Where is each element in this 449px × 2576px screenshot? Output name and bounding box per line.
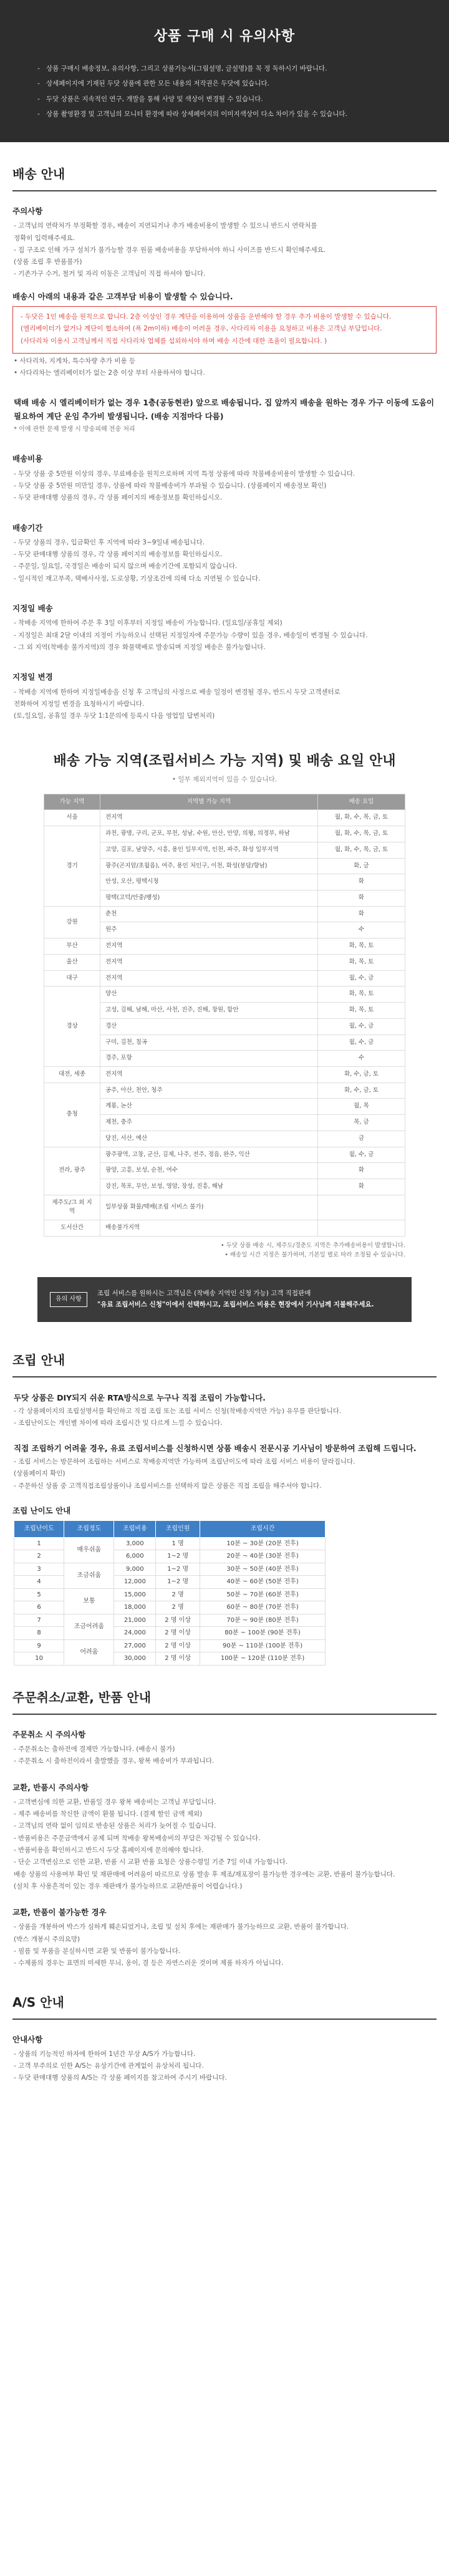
- as-item: - 상품의 기능적인 하자에 한하여 1년간 무상 A/S가 가능합니다.: [14, 2050, 196, 2058]
- region-zone: 경기: [44, 826, 100, 907]
- cancel-subtitle: 주문취소 시 주의사항: [12, 1729, 86, 1739]
- difficulty-row: [14, 1627, 326, 1640]
- returns-section: [0, 1666, 449, 1969]
- region-area: 전지역: [100, 970, 318, 987]
- difficulty-table-body: [14, 1537, 326, 1665]
- region-header-area: 지역별 가능 지역: [100, 794, 318, 810]
- unavailable-item: - 필름 및 부품을 분실하시면 교환 및 반품이 불가능합니다.: [14, 1947, 181, 1955]
- elevator-sub: * 이에 관한 문제 발생 시 방송피해 전송 처리: [14, 425, 135, 433]
- notice-item: - 기존가구 수거, 철거 및 자리 이동은 고객님이 직접 하셔야 합니다.: [14, 270, 206, 278]
- change-item: (토,일요일, 공휴일 경우 두닷 1:1문의에 등록시 다음 영업일 답변처리): [14, 712, 215, 720]
- region-days: 수: [318, 1051, 405, 1067]
- difficulty-grade: 보통: [64, 1588, 114, 1614]
- assembly-intro-item: - 조립난이도는 개인별 차이에 따라 조립시간 및 다르게 느낄 수 있습니다.: [14, 1419, 223, 1427]
- returns-title: 주문취소/교환, 반품 안내: [12, 1666, 437, 1715]
- exchange-item: - 반품비용을 확인하시고 반드시 두닷 홈페이지에 문의해야 합니다.: [14, 1846, 204, 1855]
- region-days: 월, 화, 수, 목, 금, 토: [318, 810, 405, 826]
- difficulty-people: 2 명 이상: [156, 1627, 200, 1640]
- delivery-section: [0, 142, 449, 721]
- difficulty-row: [14, 1601, 326, 1614]
- difficulty-level: 9: [14, 1639, 64, 1652]
- region-days: 수: [318, 922, 405, 938]
- difficulty-level: 2: [14, 1550, 64, 1563]
- region-zone: 제주도/그 외 지역: [44, 1195, 100, 1220]
- region-days: 화: [318, 1163, 405, 1179]
- region-area: 고양, 김포, 남양주, 시흥, 용인 일부지역, 인천, 파주, 화성 일부지역: [100, 842, 318, 858]
- banner-title: 상품 구매 시 유의사항: [153, 29, 296, 44]
- region-row: [44, 906, 405, 922]
- region-days: 화: [318, 890, 405, 907]
- region-notes: [44, 1242, 405, 1260]
- fee-subtitle: 배송비용: [12, 454, 43, 464]
- difficulty-table: [14, 1520, 326, 1666]
- region-row: [44, 954, 405, 970]
- region-area: 춘천: [100, 906, 318, 922]
- as-section: [0, 1971, 449, 2083]
- notice-item: - 집 구조로 인해 가구 설치가 불가능할 경우 원룸 배송비용을 부담하셔야 하니 사이즈를 반드시 확인해주세요.: [14, 246, 326, 254]
- difficulty-level: 5: [14, 1588, 64, 1601]
- difficulty-time: 20분 ~ 40분 (30분 전후): [200, 1550, 326, 1563]
- region-note: • 배송일 시간 지정은 불가하며, 기본일 별로 따라 조정될 수 있습니다.: [224, 1251, 405, 1258]
- fee-item: - 두닷 상품 중 5만원 미만일 경우, 상품에 따라 착불배송비가 부과될 수 있습니다. (상품페이지 배송정보 확인): [14, 482, 327, 490]
- difficulty-header-row: [14, 1521, 326, 1538]
- region-area: 경주, 포항: [100, 1051, 318, 1067]
- exchange-item: - 반품비용은 주문금액에서 공제 되며 착배송 왕복배송비의 부담은 차감될 수 있습니다.: [14, 1834, 261, 1842]
- region-days: 월, 수, 금: [318, 1035, 405, 1051]
- region-zone: 강원: [44, 906, 100, 938]
- region-area: 전지역: [100, 1066, 318, 1083]
- difficulty-cost: 21,000: [114, 1614, 156, 1627]
- box-badge: 유의 사항: [50, 1292, 87, 1307]
- region-note: • 두닷 상품 배송 시, 제주도/경춘도 지역은 추가배송비용이 발생합니다.: [221, 1242, 405, 1249]
- region-zone: 경상: [44, 987, 100, 1067]
- region-zone: 대구: [44, 970, 100, 987]
- difficulty-level: 4: [14, 1576, 64, 1589]
- exchange-item: 배송 상품의 사용여부 확인 및 재판매에 어려움이 따르므로 상품 발송 후 제조/재포장이 불가능한 경우에는 교환, 반품이 불가능합니다.: [14, 1870, 395, 1878]
- notice-subtitle: 주의사항: [12, 206, 43, 216]
- difficulty-people: 2 명 이상: [156, 1614, 200, 1627]
- region-zone: 대전, 세종: [44, 1066, 100, 1083]
- difficulty-header: 조립비용: [114, 1521, 156, 1538]
- scheduled-item: - 지정일은 최대 2달 이내의 지정이 가능하오니 선택된 지정일자에 주문가능 수량이 있을 경우, 배송일이 변경될 수 있습니다.: [14, 631, 368, 639]
- region-header-days: 배송 요일: [318, 794, 405, 810]
- difficulty-cost: 18,000: [114, 1601, 156, 1614]
- region-row: [44, 1066, 405, 1083]
- region-days: 화, 금: [318, 858, 405, 874]
- exchange-item: - 단순 고객변심으로 인한 교환, 반품 시 교환 반품 요청은 상품수령일 기준 7일 이내 가능합니다.: [14, 1858, 288, 1866]
- region-area: 계룡, 논산: [100, 1099, 318, 1115]
- region-area: 고성, 김해, 남해, 마산, 사천, 진주, 진해, 창원, 함안: [100, 1003, 318, 1019]
- difficulty-people: 1~2 명: [156, 1550, 200, 1563]
- region-area: 일부상품 화물/택배(조립 서비스 불가): [100, 1195, 318, 1220]
- period-item: - 주문일, 일요일, 국경일은 배송이 되지 않으며 배송기간에 포함되지 않습니다.: [14, 562, 238, 571]
- difficulty-row: [14, 1550, 326, 1563]
- difficulty-row: [14, 1588, 326, 1601]
- period-subtitle: 배송기간: [12, 523, 43, 533]
- region-row: [44, 1195, 405, 1220]
- region-days: 화: [318, 874, 405, 890]
- region-area: 구미, 김천, 칠곡: [100, 1035, 318, 1051]
- difficulty-people: 1~2 명: [156, 1563, 200, 1576]
- banner-item: - 두닷 상품은 지속적인 연구, 개발을 통해 사양 및 색상이 변경될 수 있습니다.: [37, 94, 412, 104]
- region-area: 평택(고덕/안중/팽성): [100, 890, 318, 907]
- difficulty-time: 100분 ~ 120분 (110분 전후): [200, 1652, 326, 1666]
- assembly-direct-item: (상품페이지 확인): [14, 1470, 65, 1478]
- region-area: 광주광역, 고창, 군산, 김제, 나주, 전주, 정읍, 완주, 익산: [100, 1147, 318, 1163]
- region-row: [44, 1083, 405, 1099]
- difficulty-grade: 조금어려움: [64, 1614, 114, 1639]
- banner-item: - 상품 촬영환경 및 고객님의 모니터 환경에 따라 상세페이지의 이미지색상이 다소 차이가 있을 수 있습니다.: [37, 109, 412, 119]
- notice-item: (상품 조립 후 반품불가): [14, 258, 82, 266]
- change-item: - 착배송 지역에 한하여 지정일배송을 신청 후 고객님의 사정으로 배송 일정이 변경될 경우, 반드시 두닷 고객센터로: [14, 688, 340, 696]
- region-header-row: [44, 794, 405, 810]
- region-area: 배송불가지역: [100, 1220, 318, 1237]
- difficulty-row: [14, 1614, 326, 1627]
- exchange-item: - 고객님의 연락 없이 임의로 반송된 상품은 처리가 늦어질 수 있습니다.: [14, 1822, 216, 1830]
- region-days: 월, 화, 수, 목, 금, 토: [318, 842, 405, 858]
- period-item: - 두닷 판매대행 상품의 경우, 각 상품 페이지의 배송정보를 확인하십시오.: [14, 551, 223, 559]
- difficulty-level: 10: [14, 1652, 64, 1666]
- assembly-intro: 두닷 상품은 DIY되지 쉬운 RTA방식으로 누구나 직접 조립이 가능합니다.: [14, 1392, 266, 1402]
- region-subtitle: • 일부 제외지역이 있을 수 있습니다.: [171, 776, 278, 784]
- difficulty-header: 조립정도: [64, 1521, 114, 1538]
- box-text: [97, 1288, 374, 1311]
- difficulty-time: 50분 ~ 70분 (60분 전후): [200, 1588, 326, 1601]
- as-item: - 두닷 판매대행 상품의 A/S는 각 상품 페이지를 참고하여 주시기 바랍니다.: [14, 2074, 227, 2082]
- region-area: 광양, 고흥, 보성, 순천, 여수: [100, 1163, 318, 1179]
- region-area: 전지역: [100, 810, 318, 826]
- difficulty-header: 조립시간: [200, 1521, 326, 1538]
- box-line: 조립 서비스를 원하시는 고객님은 (착배송 지역인 신청 가능) 고객 직접판매: [97, 1290, 311, 1298]
- region-zone: 서울: [44, 810, 100, 826]
- region-row: [44, 810, 405, 826]
- difficulty-grade: 조금쉬움: [64, 1563, 114, 1588]
- difficulty-time: 10분 ~ 30분 (20분 전후): [200, 1537, 326, 1550]
- difficulty-header: 조립인원: [156, 1521, 200, 1538]
- region-area: 제천, 충주: [100, 1115, 318, 1131]
- region-days: 목, 금: [318, 1115, 405, 1131]
- banner-list: [37, 64, 412, 119]
- region-days: 화, 목, 토: [318, 938, 405, 955]
- region-days: 화: [318, 906, 405, 922]
- region-area: 과천, 광명, 구리, 군포, 부천, 성남, 수원, 안산, 안양, 의왕, 의정부, 하남: [100, 826, 318, 842]
- difficulty-people: 2 명 이상: [156, 1652, 200, 1666]
- notice-list: [12, 221, 437, 279]
- region-zone: 도서산간: [44, 1220, 100, 1237]
- region-days: 월, 목: [318, 1099, 405, 1115]
- difficulty-time: 90분 ~ 110분 (100분 전후): [200, 1639, 326, 1652]
- cancel-item: - 주문취소 시 출하전이라서 출발했을 경우, 왕복 배송비가 부과됩니다.: [14, 1757, 215, 1765]
- difficulty-grade: 어려움: [64, 1639, 114, 1665]
- change-subtitle: 지정일 변경: [12, 672, 53, 682]
- region-row: [44, 1147, 405, 1163]
- assembly-direct-item: - 조립 서비스는 방문하여 조립하는 서비스로 착배송지역만 가능하며 조립난이도에 따라 조립 서비스 비용이 달라집니다.: [14, 1458, 355, 1465]
- difficulty-cost: 30,000: [114, 1652, 156, 1666]
- region-days: 화, 수, 금, 토: [318, 1083, 405, 1099]
- extra-cost-box-item: - 두닷은 1인 배송을 원칙으로 합니다. 2층 이상인 경우 계단을 이용하여 상품을 운반해야 할 경우 추가 비용이 발생할 수 있습니다.: [21, 313, 392, 321]
- exchange-subtitle: 교환, 반품시 주의사항: [12, 1782, 89, 1792]
- extra-cost-item: • 사다리차는 엘리베이터가 없는 2층 이상 부터 사용하셔야 합니다.: [14, 369, 205, 377]
- region-area: 당진, 서산, 예산: [100, 1131, 318, 1147]
- period-item: - 일시적인 재고부족, 택배사사정, 도로상황, 기상조건에 의해 다소 지연될 수 있습니다.: [14, 574, 261, 582]
- region-zone: 전라, 광주: [44, 1147, 100, 1195]
- region-zone: 부산: [44, 938, 100, 955]
- difficulty-header: 조립난이도: [14, 1521, 64, 1538]
- notice-item: 정확히 입력해주세요.: [14, 234, 75, 242]
- banner-item: - 상세페이지에 기재된 두닷 상품에 관한 모든 내용의 저작권은 두닷에 있습니다.: [37, 79, 412, 89]
- region-days: 월, 수, 금: [318, 1147, 405, 1163]
- difficulty-time: 30분 ~ 50분 (40분 전후): [200, 1563, 326, 1576]
- region-days: 화, 목, 토: [318, 954, 405, 970]
- difficulty-time: 60분 ~ 80분 (70분 전후): [200, 1601, 326, 1614]
- difficulty-row: [14, 1563, 326, 1576]
- difficulty-cost: 3,000: [114, 1537, 156, 1550]
- difficulty-row: [14, 1639, 326, 1652]
- region-row: [44, 938, 405, 955]
- region-days: 금: [318, 1131, 405, 1147]
- extra-cost-box-item: (엘리베이터가 없거나 계단이 협소하여 (폭 2m이하) 배송이 어려울 경우, 사다리차 이용을 요청하고 비용은 고객님 부담입니다.: [21, 325, 382, 333]
- extra-cost-box-item: (사다리차 이용시 고객님께서 직접 사다리차 업체를 섭외하셔야 하며 배송 시간에 대한 조율이 필요합니다. ): [21, 337, 327, 345]
- assembly-section: [0, 1328, 449, 1666]
- difficulty-row: [14, 1652, 326, 1666]
- difficulty-time: 70분 ~ 90분 (80분 전후): [200, 1614, 326, 1627]
- region-days: [318, 1195, 405, 1220]
- difficulty-level: 7: [14, 1614, 64, 1627]
- difficulty-level: 1: [14, 1537, 64, 1550]
- difficulty-people: 2 명 이상: [156, 1639, 200, 1652]
- region-area: 양산: [100, 987, 318, 1003]
- extra-cost-item: • 사다리차, 지게차, 특수차량 추가 비용 등: [14, 357, 136, 365]
- as-title: A/S 안내: [12, 1971, 437, 2020]
- region-area: 경산: [100, 1018, 318, 1035]
- difficulty-row: [14, 1576, 326, 1589]
- unavailable-item: - 상품을 개봉하여 박스가 심하게 훼손되었거나, 조립 및 설치 후에는 재판매가 불가능하므로 교환, 반품이 불가합니다.: [14, 1923, 349, 1931]
- region-header-zone: 가능 지역: [44, 794, 100, 810]
- scheduled-item: - 그 외 지역(착배송 불가지역)의 경우 화물택배로 발송되며 지정일 배송은 불가능합니다.: [14, 643, 266, 651]
- delivery-title: 배송 안내: [12, 142, 437, 191]
- unavailable-subtitle: 교환, 반품이 불가능한 경우: [12, 1908, 107, 1918]
- region-area: 전지역: [100, 954, 318, 970]
- difficulty-cost: 24,000: [114, 1627, 156, 1640]
- difficulty-level: 6: [14, 1601, 64, 1614]
- region-days: 월, 수, 금: [318, 970, 405, 987]
- as-subtitle: 안내사항: [12, 2034, 43, 2044]
- difficulty-row: [14, 1537, 326, 1550]
- difficulty-time: 80분 ~ 100분 (90분 전후): [200, 1627, 326, 1640]
- difficulty-cost: 27,000: [114, 1639, 156, 1652]
- notice-banner: [0, 0, 449, 142]
- region-area: 강진, 목포, 무안, 보성, 영암, 장성, 진흥, 해남: [100, 1179, 318, 1195]
- region-zone: 울산: [44, 954, 100, 970]
- scheduled-subtitle: 지정일 배송: [12, 604, 53, 614]
- unavailable-item: (박스 개봉시 주의요망): [14, 1935, 80, 1943]
- difficulty-level: 3: [14, 1563, 64, 1576]
- elevator-notice: 택배 배송 시 엘리베이터가 없는 경우 1층(공동현관) 앞으로 배송됩니다. 집 앞까지 배송을 원하는 경우 가구 이동에 도움이 필요하여 계단 운임 추가비 발생됩니다. (배송 지점마다 다름): [14, 398, 435, 421]
- as-item: - 고객 부주의로 인한 A/S는 유상기간에 관계없이 유상처리 됩니다.: [14, 2062, 204, 2070]
- difficulty-cost: 9,000: [114, 1563, 156, 1576]
- extra-cost-box: [12, 306, 437, 354]
- region-days: 화, 목, 토: [318, 987, 405, 1003]
- region-days: 화: [318, 1179, 405, 1195]
- region-area: 안성, 오산, 평택시청: [100, 874, 318, 890]
- region-row: [44, 987, 405, 1003]
- region-area: 원주: [100, 922, 318, 938]
- region-area: 광주(곤지암/초월읍), 여주, 용인 처인구, 이천, 화성(봉담/향남): [100, 858, 318, 874]
- region-days: 월, 수, 금: [318, 1018, 405, 1035]
- region-table-body: [44, 810, 405, 1236]
- period-item: - 두닷 상품의 경우, 입금확인 후 지역에 따라 3~9일내 배송됩니다.: [14, 538, 205, 546]
- assembly-title: 조립 안내: [12, 1328, 437, 1377]
- region-area: 공주, 아산, 천안, 청주: [100, 1083, 318, 1099]
- scheduled-item: - 착배송 지역에 한하여 주문 후 3일 이후부터 지정일 배송이 가능합니다. (일요일/공휴일 제외): [14, 619, 282, 627]
- notice-item: - 고객님의 연락처가 부정확할 경우, 배송이 지연되거나 추가 배송비용이 발생할 수 있으니 반드시 연락처를: [14, 222, 317, 230]
- difficulty-cost: 12,000: [114, 1576, 156, 1589]
- difficulty-grade: 매우쉬움: [64, 1537, 114, 1563]
- difficulty-cost: 6,000: [114, 1550, 156, 1563]
- assembly-service-box: [37, 1277, 412, 1322]
- region-days: 월, 화, 수, 목, 금, 토: [318, 826, 405, 842]
- difficulty-people: 2 명: [156, 1601, 200, 1614]
- region-days: 화, 목, 토: [318, 1003, 405, 1019]
- extra-cost-subtitle: 배송시 아래의 내용과 같은 고객부담 비용이 발생할 수 있습니다.: [12, 291, 233, 301]
- difficulty-time: 40분 ~ 60분 (50분 전후): [200, 1576, 326, 1589]
- difficulty-level: 8: [14, 1627, 64, 1640]
- assembly-intro-item: - 각 상품페이지의 조립설명서를 확인하고 직접 조립 또는 조립 서비스 신청(착배송지역만 가능) 유무를 판단합니다.: [14, 1407, 342, 1416]
- region-row: [44, 1220, 405, 1237]
- region-table: [44, 794, 405, 1237]
- region-days: [318, 1220, 405, 1237]
- banner-item: - 상품 구매시 배송정보, 유의사항, 그리고 상품기능서(그림설명, 글설명)를 꼭 정 독하시기 바랍니다.: [37, 64, 412, 74]
- fee-item: - 두닷 판매대행 상품의 경우, 각 상품 페이지의 배송정보를 확인하십시오.: [14, 494, 223, 502]
- region-title: 배송 가능 지역(조립서비스 가능 지역) 및 배송 요일 안내: [53, 753, 396, 769]
- region-days: 화, 수, 금, 토: [318, 1066, 405, 1083]
- region-section: [0, 751, 449, 1322]
- exchange-item: - 제주 배송비를 착신한 금액이 환불 됩니다. (결제 할인 금액 제외): [14, 1810, 203, 1818]
- exchange-item: - 고객변심에 의한 교환, 반품일 경우 왕복 배송비는 고객님 부담입니다.: [14, 1798, 216, 1806]
- unavailable-item: - 수제품의 경우는 표면의 미세한 무늬, 옹이, 결 등은 자연스러운 것이며 제품 하자가 아닙니다.: [14, 1959, 284, 1967]
- difficulty-people: 1~2 명: [156, 1576, 200, 1589]
- region-row: [44, 826, 405, 842]
- region-zone: 충청: [44, 1083, 100, 1147]
- difficulty-people: 2 명: [156, 1588, 200, 1601]
- difficulty-cost: 15,000: [114, 1588, 156, 1601]
- exchange-item: (설치 후 사용흔적이 있는 경우 재판매가 불가능하므로 교환/반품이 어렵습니다.): [14, 1882, 243, 1890]
- region-row: [44, 970, 405, 987]
- fee-item: - 두닷 상품 중 5만원 이상의 경우, 무료배송을 원칙으로하며 지역 특정 상품에 따라 착불배송비용이 발생할 수 있습니다.: [14, 470, 355, 478]
- difficulty-people: 1 명: [156, 1537, 200, 1550]
- change-item: 전화하여 지정일 변경을 요청하시기 바랍니다.: [14, 700, 145, 708]
- box-line: "유료 조립서비스 신청"이에서 선택하시고, 조립서비스 비용은 현장에서 기사님께 지불해주세요.: [97, 1301, 374, 1309]
- cancel-item: - 주문취소는 출하전에 결제만 가능합니다. (배송시 불가): [14, 1745, 175, 1754]
- difficulty-subtitle: 조립 난이도 안내: [12, 1505, 71, 1515]
- assembly-direct: 직접 조립하기 어려울 경우, 유료 조립서비스를 신청하시면 상품 배송시 전문시공 기사님이 방문하여 조립해 드립니다.: [14, 1443, 417, 1453]
- assembly-direct-item: - 주문하신 상품 중 고객직접조립상품이나 조립서비스를 선택하지 않은 상품은 직접 조립을 해주셔야 합니다.: [14, 1482, 322, 1490]
- region-area: 전지역: [100, 938, 318, 955]
